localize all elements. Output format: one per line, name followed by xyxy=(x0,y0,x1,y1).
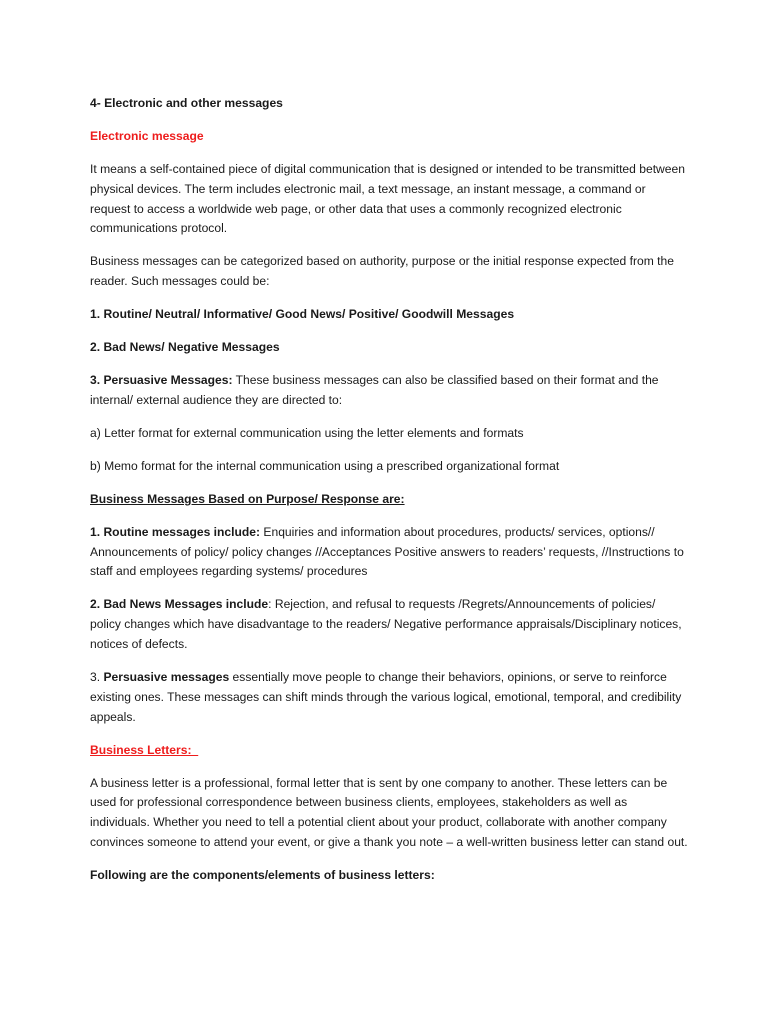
routine-label: 1. Routine messages include: xyxy=(90,524,261,539)
purpose-routine xyxy=(90,523,688,582)
purpose-persuasive xyxy=(90,668,688,727)
persuasive-text: essentially move people to change their behaviors, opinions, or serve to reinforce existing ones. These messages can shift minds through the various logical, emotional, temporal, and credibility appeals. xyxy=(90,669,682,724)
bad-news-text: : Rejection, and refusal to requests /Regrets/Announcements of policies/ policy changes which have disadvantage to the readers/ Negative performance appraisals/Disciplinary notices, notices of defects. xyxy=(90,597,682,651)
bad-news-label: 2. Bad News Messages include xyxy=(90,597,269,612)
persuasive-label: Persuasive messages xyxy=(103,669,230,684)
categorization-intro: Business messages can be categorized based on authority, purpose or the initial response expected from the reader. Such messages could be: xyxy=(90,254,674,289)
persuasive-prefix: 3. xyxy=(90,669,104,684)
format-memo: b) Memo format for the internal communication using a prescribed organizational format xyxy=(90,458,560,473)
components-heading: Following are the components/elements of business letters: xyxy=(90,867,435,882)
message-type-bad-news: 2. Bad News/ Negative Messages xyxy=(90,340,280,355)
electronic-message-definition: It means a self-contained piece of digital communication that is designed or intended to be transmitted between physical devices. The term includes electronic mail, a text message, an instant message, a command or request to access a worldwide web page, or other data that uses a commonly recognized electronic communications protocol. xyxy=(90,161,685,236)
purpose-heading: Business Messages Based on Purpose/ Response are: xyxy=(90,491,405,506)
purpose-bad-news xyxy=(90,595,688,654)
section-title: 4- Electronic and other messages xyxy=(90,96,283,110)
business-letters-body: A business letter is a professional, formal letter that is sent by one company to another. These letters can be used for professional correspondence between business clients, employees, stakeholders as well as individuals. Whether you need to tell a potential client about your product, collaborate with another company convinces someone to attend your event, or give a thank you note – a well-written business letter can stand out. xyxy=(90,775,688,849)
persuasive-messages-label: 3. Persuasive Messages: xyxy=(90,373,233,388)
electronic-message-heading: Electronic message xyxy=(90,128,204,143)
format-letter: a) Letter format for external communication using the letter elements and formats xyxy=(90,425,524,440)
message-type-routine: 1. Routine/ Neutral/ Informative/ Good News/ Positive/ Goodwill Messages xyxy=(90,307,515,322)
persuasive-messages-text: These business messages can also be classified based on their format and the internal/ external audience they are directed to: xyxy=(90,373,659,407)
business-letters-heading: Business Letters: xyxy=(90,742,199,757)
routine-text: Enquiries and information about procedures, products/ services, options// Announcements of policy/ policy changes //Acceptances Positive answers to readers’ requests, //Instructions to staff and employees regarding systems/ procedures xyxy=(90,524,684,579)
message-type-persuasive xyxy=(90,371,688,411)
